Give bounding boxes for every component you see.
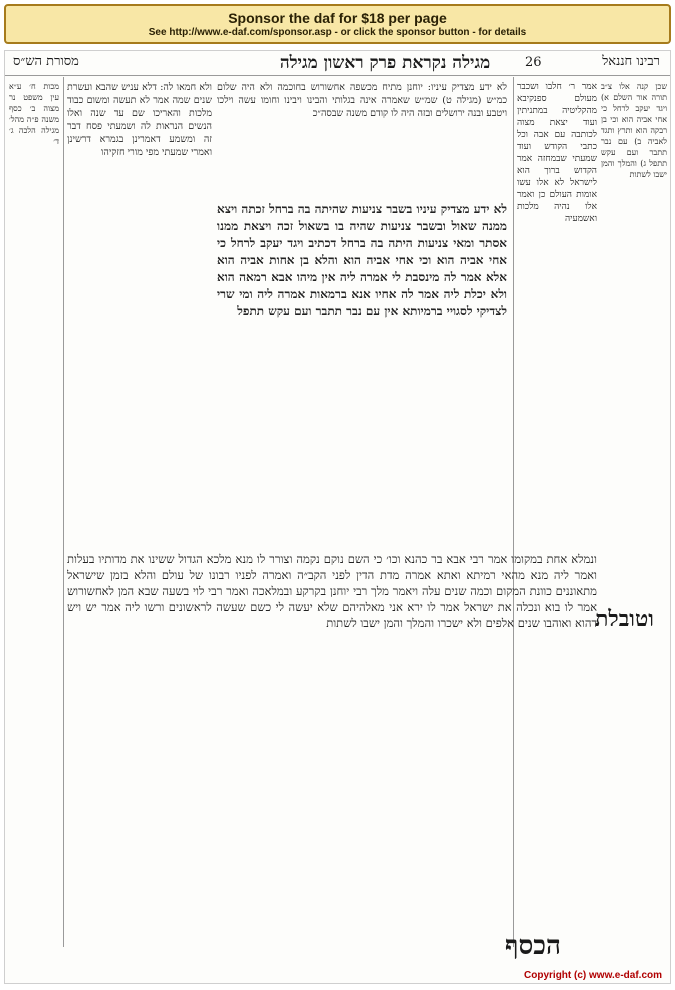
side-notes-text: שכן קנה אלו צ״ב תורה אור השלם א) ויגד יעקב לרחל כי אחי אביה הוא וכי בן רבקה הוא ותרץ ותגד לאביה ב) עם נבר תתבר ועם עקש תתפל ג) והמלך והמן ישבו לשתות — [601, 82, 667, 179]
big-word-1: וטובלת — [595, 606, 654, 632]
sponsor-subtitle: See http://www.e-daf.com/sponsor.asp - or click the sponsor button - for details — [148, 27, 527, 38]
rashi-text: לא ידע מצדיק עיניו: יוחנן מתיח מכשפה אחשורוש בחוכמה ולא היה שלום כמ״ש (מגילה ט) שמ״ש שאמרה אינה בגלותי והבינו ויבינו וחומו עשה וילכו ויטבע ובנה ירושלים ובזה היה לו קודם משנה שבסה״כ — [217, 82, 507, 119]
tosafot-text: ולא חמאו לה: דלא עניש שהבא ועשרת שנים שמה אמר לא תעשה ומשום כבוד מלכות והאריכו שם עד שנה ואלו הנשים הנראות לה ושמעתי פסח דבר זה ומשמע דאמרינן בגמרא דרשינן ואמרי שמעתי מפי מורי חזקיהו — [67, 82, 212, 158]
talmud-page — [4, 50, 671, 984]
big-word-2: הכסף — [505, 931, 561, 961]
sponsor-banner[interactable] — [4, 4, 671, 44]
left-margin-notes — [9, 81, 59, 941]
right-commentary — [517, 81, 597, 581]
left-divider — [63, 77, 64, 947]
gemara-top-text: לא ידע מצדיק עיניו בשבר צניעות שהיתה בה ברחל זכתה ויצא ממנה שאול ובשבר צניעות שהיה בו בשאול זכה ויצאת ממנו אסתר ומאי צניעות היתה בה ברחל דכתיב ויגד יעקב לרחל כי אחי אביה הוא וכי אחי אביה הוא והלא בן אחות אביה הוא אלא אמר לה מינסבת לי אמרה ליה אין מיהו אבא רמאה הוא ולא יכלת ליה אמר לה אחיו אנא ברמאות אמרה ליה ומי שרי לצדיקי לסגויי ברמיותא אין עם נבר תתבר ועם עקש תתפל — [217, 202, 507, 318]
copyright[interactable]: Copyright (c) www.e-daf.com — [524, 970, 662, 981]
tosafot-column — [67, 81, 212, 581]
rabbeinu-chananel-label: רבינו חננאל — [602, 54, 660, 69]
gemara-main-text — [217, 201, 507, 531]
gemara-lower-block — [67, 551, 597, 931]
page-title: מגילה נקראת פרק ראשון מגילה — [279, 53, 491, 73]
header-divider — [5, 75, 670, 76]
left-margin-text: מכות ח׳ ע״א עין משפט נר מצוה ב׳ כסף משנה פ״ה מהל׳ מגילה הלכה ג׳ ד׳ — [9, 82, 59, 146]
gemara-bottom-text: ונמלא אחת במקומו אמר רבי אבא בר כהנא וכו׳ כי השם נוקם נקמה וצורר לו מנא מלכא הגדול ששינו את מדותיו בעלות ואמר ליה מנא מהאי רמיתא ואתא אמרה מדת הדין לפני הקב״ה ואמרה לפניו רבונו של עולם והלא בזמן שישראל מתאוננים כוונת המקום וכמה שנים עלה ויאמר מלך רבי יוחנן בקרקע ובמלאכה ואמר רבי לוי בשעה שבא המן לאחשורוש אמר לו בוא ונכלה את ישראל אמר לו ירא אני מאלהיהם שלא יעשה לי כשם שעשה לראשונים ורשו ליה אמר יש ויש דהוא ואוהבו שנים אלפים ולא ישכרו והמלך והמן ישבו לשתות — [67, 552, 597, 630]
sponsor-title[interactable]: Sponsor the daf for $18 per page — [228, 10, 447, 26]
masoret-hashas-label: מסורת הש״ס — [13, 54, 79, 69]
rashi-column — [217, 81, 507, 196]
side-notes — [601, 81, 667, 581]
page-number: 26 — [525, 55, 542, 70]
right-commentary-text: אמר ר׳ חלבו ושכבר מעולם ספנקיבא מהקליטיה במתניתין ועוד יצאת מצוה לכותבה עם אבה וכל כתבי הקודש ועוד שמעתי שבמחזה אמר הקדוש ברוך הוא לישראל לא אלו עשו אומות העולם כן ואמר אלו נהיה מלכות ואשמעיה — [517, 82, 597, 224]
